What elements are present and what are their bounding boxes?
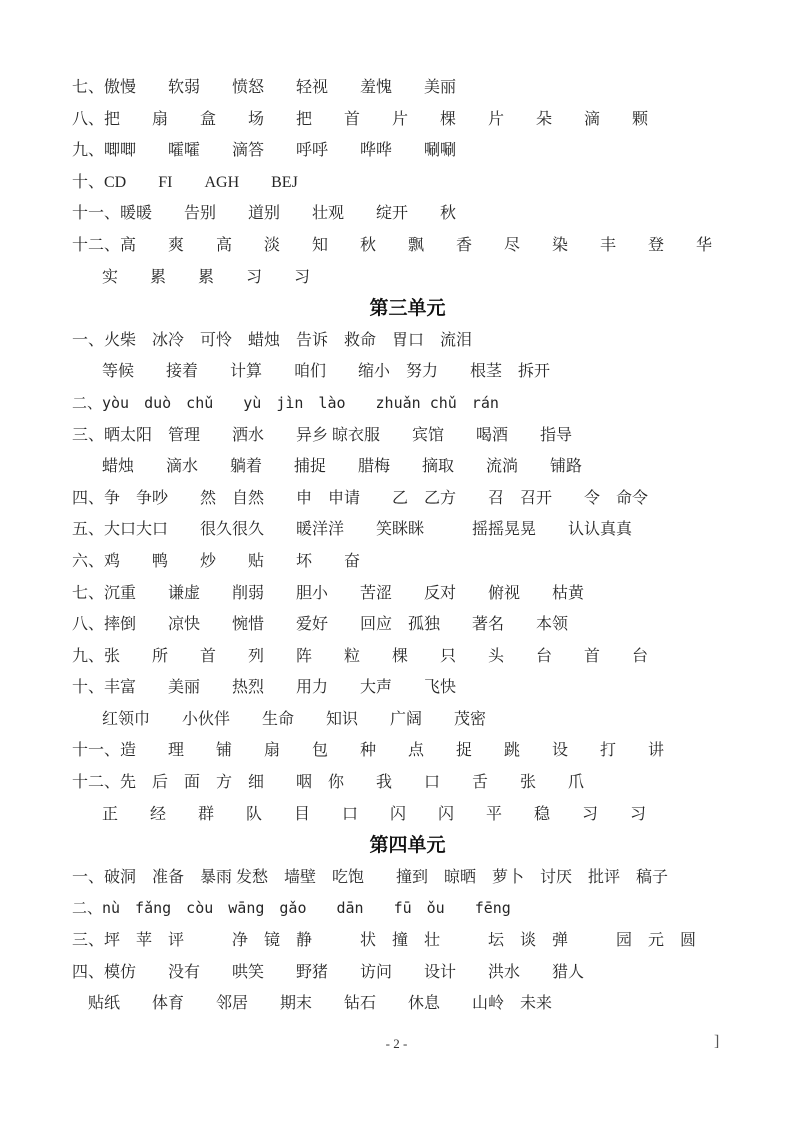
unit2-item-12: 十二、高 爽 高 淡 知 秋 飘 香 尽 染 丰 登 华 xyxy=(72,236,713,254)
unit4-item-1: 一、破洞 准备 暴雨 发愁 墙壁 吃饱 撞到 晾晒 萝卜 讨厌 批评 稿子 xyxy=(72,868,669,886)
unit4-item-4: 四、模仿 没有 哄笑 野猪 访问 设计 洪水 猎人 xyxy=(72,963,585,981)
unit3-item-6: 六、鸡 鸭 炒 贴 坏 奋 xyxy=(72,552,361,570)
unit4-item-2-pinyin: 二、nù fǎng còu wāng gǎo dān fū ǒu fēng xyxy=(72,899,511,918)
unit3-item-1-continued: 等候 接着 计算 咱们 缩小 努力 根茎 拆开 xyxy=(102,363,551,381)
unit3-item-9: 九、张 所 首 列 阵 粒 棵 只 头 台 首 台 xyxy=(72,647,649,665)
unit3-item-10-continued: 红领巾 小伙伴 生命 知识 广阔 茂密 xyxy=(102,710,487,728)
unit2-item-9: 九、唧唧 嚯嚯 滴答 呼呼 哗哗 唰唰 xyxy=(72,142,457,160)
page-number: - 2 - xyxy=(385,1036,408,1051)
unit3-item-3-continued: 蜡烛 滴水 躺着 捕捉 腊梅 摘取 流淌 铺路 xyxy=(102,458,583,476)
unit2-item-7: 七、傲慢 软弱 愤怒 轻视 羞愧 美丽 xyxy=(72,79,457,96)
unit3-item-3: 三、晒太阳 管理 洒水 异乡 晾衣服 宾馆 喝酒 指导 xyxy=(72,426,573,444)
unit3-item-5: 五、大口大口 很久很久 暖洋洋 笑眯眯 摇摇晃晃 认认真真 xyxy=(72,521,633,539)
unit3-item-10: 十、丰富 美丽 热烈 用力 大声 飞快 xyxy=(72,679,457,697)
unit3-heading: 第三单元 xyxy=(369,298,446,320)
unit2-item-12-continued: 实 累 累 习 习 xyxy=(102,268,311,286)
unit3-item-1: 一、火柴 冰冷 可怜 蜡烛 告诉 救命 胃口 流泪 xyxy=(72,331,473,349)
unit3-item-11: 十一、造 理 铺 扇 包 种 点 捉 跳 设 打 讲 xyxy=(72,742,665,760)
unit2-item-11: 十一、暖暖 告别 道别 壮观 绽开 秋 xyxy=(72,205,457,223)
unit3-item-2-pinyin: 二、yòu duò chǔ yù jìn lào zhuǎn chǔ rán xyxy=(72,393,499,412)
unit3-item-4: 四、争 争吵 然 自然 申 申请 乙 乙方 召 召开 令 命令 xyxy=(72,489,649,507)
page-content xyxy=(72,72,743,1020)
unit2-item-8: 八、把 扇 盒 场 把 首 片 棵 片 朵 滴 颗 xyxy=(72,110,649,128)
scan-artifact-bracket: ] xyxy=(714,1033,720,1050)
unit4-heading: 第四单元 xyxy=(369,835,446,857)
unit4-item-3: 三、坪 苹 评 净 镜 静 状 撞 壮 坛 谈 弹 园 元 圆 xyxy=(72,932,697,950)
unit2-item-10: 十、CD FI AGH BEJ xyxy=(72,173,298,191)
unit3-item-8: 八、摔倒 凉快 惋惜 爱好 回应 孤独 著名 本领 xyxy=(72,616,569,634)
unit4-item-4-continued: 贴纸 体育 邻居 期末 钻石 休息 山岭 未来 xyxy=(88,995,553,1013)
unit3-item-7: 七、沉重 谦虚 削弱 胆小 苦涩 反对 俯视 枯黄 xyxy=(72,584,585,602)
unit3-item-12: 十二、先 后 面 方 细 咽 你 我 口 舌 张 爪 xyxy=(72,774,585,792)
unit3-item-12-continued: 正 经 群 队 目 口 闪 闪 平 稳 习 习 xyxy=(102,805,647,823)
